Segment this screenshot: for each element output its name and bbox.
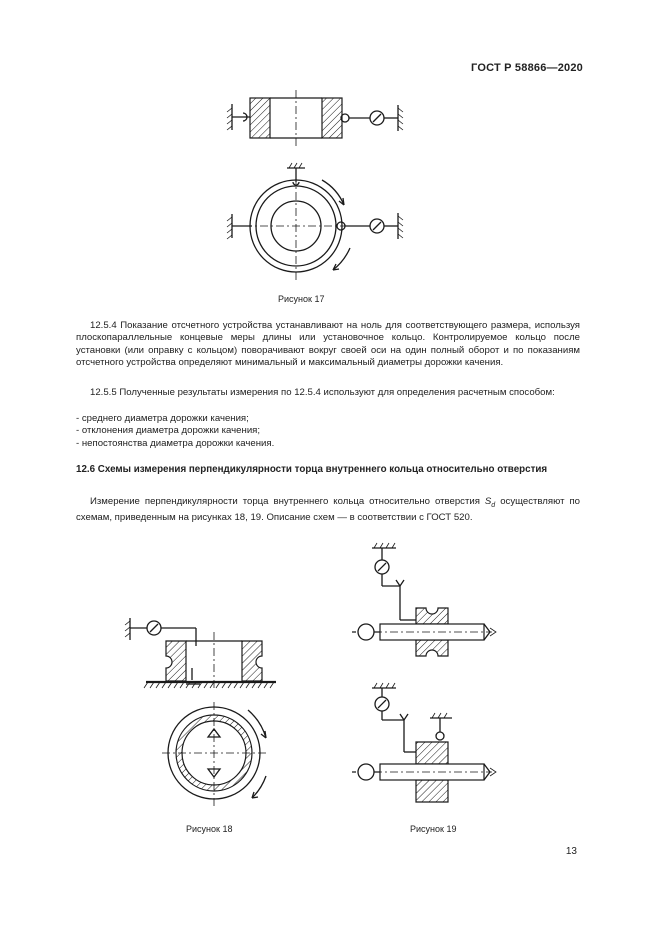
list-item: - непостоянства диаметра дорожки качения. [76,437,275,449]
fig19-ring-top [416,608,448,624]
paragraph-12-5-4: 12.5.4 Показание отсчетного устройства устанавливают на ноль для соответствующего размера, используя плоскопараллельные концевые меры длины или установочное кольцо. Контролируемое кольцо после установки (или оправку с кольцом) поворачивают вокруг своей оси на один полный оборот и по показаниям отсчетного устройства определяют минимальный и максимальный диаметры дорожки качения. [76,320,580,368]
section-heading-12-6: 12.6 Схемы измерения перпендикулярности торца внутреннего кольца относительно отверстия [76,464,548,475]
symbol-s: S [484,496,492,507]
paragraph-12-5-5: 12.5.5 Полученные результаты измерения по 12.5.4 используют для определения расчетным способом: [90,387,555,398]
page-number: 13 [565,846,577,857]
fig19-ring-bottom [416,742,448,764]
symbol-subscript: d [491,501,496,509]
paragraph-12-6-start: Измерение перпендикулярности торца внутреннего кольца относительно отверстия [90,496,485,507]
figure-18-caption: Рисунок 18 [186,824,233,834]
figure-19-caption: Рисунок 19 [410,824,457,834]
list-item: - отклонения диаметра дорожки качения; [76,425,261,437]
figure-17-caption: Рисунок 17 [278,294,325,304]
paragraph-12-6-end: осуществляют по схемам, приведенным на рисунках 18, 19. Описание схем — в соответствии с ГОСТ 520. [76,496,580,524]
list-item: - среднего диаметра дорожки качения; [76,413,249,424]
document-header: ГОСТ Р 58866—2020 [471,62,583,74]
